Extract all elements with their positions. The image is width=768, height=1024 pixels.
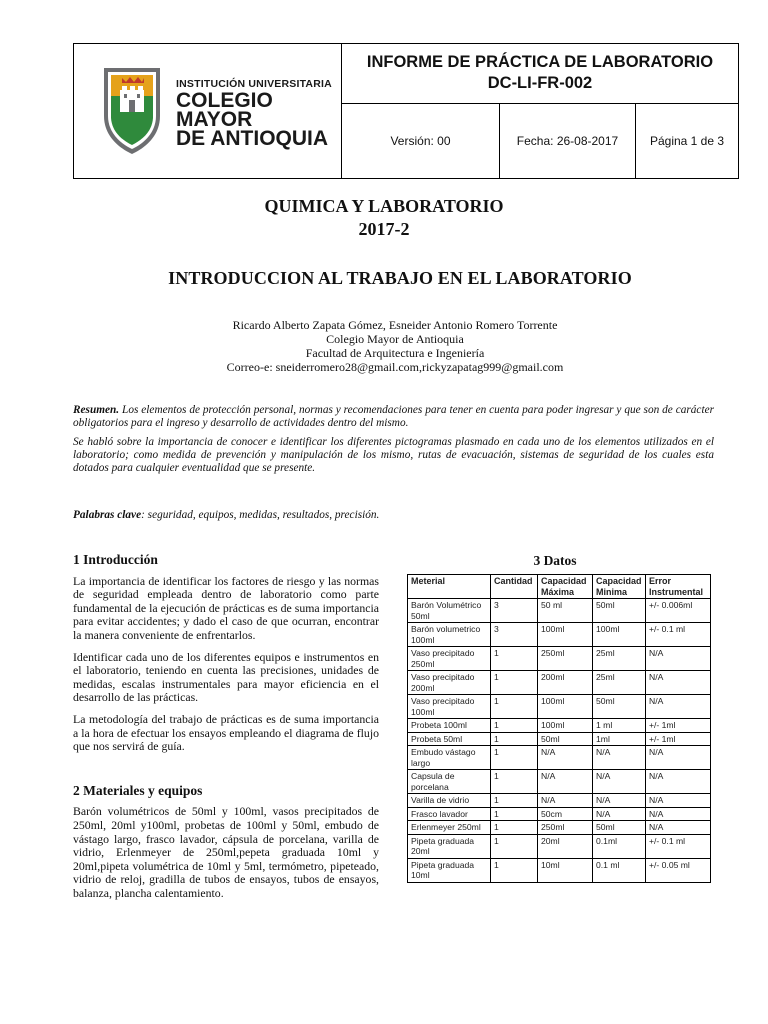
table-cell-instrumental-error: +/- 0.1 ml xyxy=(646,623,711,647)
column-header-quantity: Cantidad xyxy=(491,575,538,599)
table-cell-max-capacity: 50 ml xyxy=(538,599,593,623)
document-title: INTRODUCCION AL TRABAJO EN EL LABORATORIO xyxy=(168,268,632,288)
table-body xyxy=(408,599,711,883)
table-cell-quantity: 1 xyxy=(491,695,538,719)
materials-data-table xyxy=(407,574,711,883)
table-row xyxy=(408,695,711,719)
table-row xyxy=(408,746,711,770)
keywords xyxy=(73,509,379,521)
table-cell-min-capacity: 0.1ml xyxy=(593,834,646,858)
abstract-paragraph-2: Se habló sobre la importancia de conocer e identificar los diferentes pictogramas plasmado en cada uno de los elementos utilizados en el laboratorio; como medida de prevención y manipulación de los mismo, rutas de evacuación, sistemas de seguridad de los cuales esta dotados para cualquier eventualidad que se presente. xyxy=(73,436,714,474)
table-cell-material: Vaso precipitado 250ml xyxy=(408,647,491,671)
author-names: Ricardo Alberto Zapata Gómez, Esneider Antonio Romero Torrente xyxy=(232,318,558,332)
table-row xyxy=(408,770,711,794)
table-cell-min-capacity: N/A xyxy=(593,770,646,794)
table-row xyxy=(408,623,711,647)
table-row xyxy=(408,732,711,746)
table-cell-quantity: 1 xyxy=(491,671,538,695)
table-cell-max-capacity: 100ml xyxy=(538,719,593,733)
table-cell-max-capacity: 250ml xyxy=(538,821,593,835)
table-cell-min-capacity: N/A xyxy=(593,794,646,808)
table-cell-quantity: 1 xyxy=(491,794,538,808)
table-cell-max-capacity: 20ml xyxy=(538,834,593,858)
keywords-label: Palabras clave xyxy=(73,509,142,521)
table-cell-instrumental-error: +/- 0.05 ml xyxy=(646,858,711,882)
authors-block xyxy=(0,318,768,374)
page-number-cell: Página 1 de 3 xyxy=(649,134,725,148)
table-cell-material: Barón volumetrico 100ml xyxy=(408,623,491,647)
table-row xyxy=(408,794,711,808)
table-row xyxy=(408,719,711,733)
institution-logo-text xyxy=(176,78,341,148)
table-cell-max-capacity: 100ml xyxy=(538,623,593,647)
table-row xyxy=(408,647,711,671)
logo-line-3: DE ANTIOQUIA xyxy=(176,127,329,150)
table-cell-material: Frasco lavador xyxy=(408,807,491,821)
data-heading: 3 Datos xyxy=(533,553,577,568)
table-cell-min-capacity: 1 ml xyxy=(593,719,646,733)
table-cell-quantity: 1 xyxy=(491,746,538,770)
table-cell-instrumental-error: N/A xyxy=(646,770,711,794)
table-cell-material: Varilla de vidrio xyxy=(408,794,491,808)
table-cell-quantity: 1 xyxy=(491,770,538,794)
abstract-label: Resumen. xyxy=(73,404,120,416)
keywords-text: : seguridad, equipos, medidas, resultados, precisión. xyxy=(141,509,380,521)
table-cell-quantity: 1 xyxy=(491,821,538,835)
left-column xyxy=(73,553,379,908)
table-cell-min-capacity: N/A xyxy=(593,746,646,770)
table-cell-material: Probeta 50ml xyxy=(408,732,491,746)
table-cell-material: Pipeta graduada 10ml xyxy=(408,858,491,882)
table-cell-instrumental-error: N/A xyxy=(646,695,711,719)
table-cell-material: Erlenmeyer 250ml xyxy=(408,821,491,835)
table-row xyxy=(408,599,711,623)
table-cell-material: Vaso precipitado 100ml xyxy=(408,695,491,719)
table-cell-max-capacity: N/A xyxy=(538,746,593,770)
report-code: DC-LI-FR-002 xyxy=(487,74,593,92)
table-cell-min-capacity: 25ml xyxy=(593,647,646,671)
logo-line-2: COLEGIO MAYOR xyxy=(176,89,273,131)
table-cell-quantity: 1 xyxy=(491,807,538,821)
table-cell-max-capacity: 10ml xyxy=(538,858,593,882)
course-name: QUIMICA Y LABORATORIO xyxy=(264,196,504,216)
table-cell-instrumental-error: N/A xyxy=(646,746,711,770)
materials-heading: 2 Materiales y equipos xyxy=(73,782,203,798)
table-cell-quantity: 1 xyxy=(491,858,538,882)
table-cell-instrumental-error: +/- 1ml xyxy=(646,719,711,733)
table-cell-max-capacity: N/A xyxy=(538,770,593,794)
table-cell-max-capacity: 100ml xyxy=(538,695,593,719)
report-title: INFORME DE PRÁCTICA DE LABORATORIO xyxy=(366,53,714,71)
table-cell-instrumental-error: +/- 1ml xyxy=(646,732,711,746)
materials-paragraph: Barón volumétricos de 50ml y 100ml, vasos precipitados de 250ml, 20ml y100ml, probetas de 100ml y 50ml, embudo de vástago largo, frasco lavador, cápsula de porcelana, varilla de vidrio, Erlenmeyer de 250ml,pepeta graduada 10ml y 20ml,pipeta volumétrica de 10ml y 5ml, termómetro, pipeteado, vidrio de reloj, gradilla de tubos de ensayos, tubos de ensayos, balanza, plancha calentamiento. xyxy=(73,804,379,900)
version-cell: Versión: 00 xyxy=(342,104,500,178)
document-header xyxy=(73,43,739,179)
table-cell-material: Capsula de porcelana xyxy=(408,770,491,794)
author-institution: Colegio Mayor de Antioquia xyxy=(326,332,464,346)
abstract xyxy=(73,404,714,481)
table-cell-quantity: 3 xyxy=(491,599,538,623)
table-cell-instrumental-error: +/- 0.1 ml xyxy=(646,834,711,858)
table-cell-max-capacity: 200ml xyxy=(538,671,593,695)
table-cell-quantity: 1 xyxy=(491,732,538,746)
introduction-paragraph-2: Identificar cada uno de los diferentes equipos e instrumentos en el laboratorio, teniendo en cuenta las precisiones, unidades de medidas, escalas instrumentales para mayor eficiencia en el desarrollo de las prácticas. xyxy=(73,649,379,705)
table-cell-instrumental-error: N/A xyxy=(646,671,711,695)
table-row xyxy=(408,821,711,835)
table-cell-max-capacity: N/A xyxy=(538,794,593,808)
table-cell-max-capacity: 50ml xyxy=(538,732,593,746)
abstract-text-1: Los elementos de protección personal, normas y recomendaciones para tener en cuenta para poder ingresar y que son de carácter obligatorios para el ingreso y desarrollo de actividades dentro del mismo. xyxy=(73,404,714,429)
institution-shield-logo xyxy=(100,66,164,156)
table-cell-instrumental-error: N/A xyxy=(646,794,711,808)
abstract-paragraph-1 xyxy=(73,404,714,430)
table-cell-min-capacity: 1ml xyxy=(593,732,646,746)
table-row xyxy=(408,807,711,821)
table-cell-min-capacity: N/A xyxy=(593,807,646,821)
table-cell-max-capacity: 250ml xyxy=(538,647,593,671)
column-header-max-capacity: Capacidad Máxima xyxy=(538,575,593,599)
table-cell-quantity: 3 xyxy=(491,623,538,647)
table-cell-material: Vaso precipitado 200ml xyxy=(408,671,491,695)
table-cell-min-capacity: 25ml xyxy=(593,671,646,695)
introduction-paragraph-3: La metodología del trabajo de prácticas es de suma importancia a la hora de efectuar los ensayos empleando el diagrama de flujo que nos servirá de guía. xyxy=(73,711,379,754)
table-cell-material: Pipeta graduada 20ml xyxy=(408,834,491,858)
date-cell: Fecha: 26-08-2017 xyxy=(500,104,636,178)
table-cell-material: Embudo vástago largo xyxy=(408,746,491,770)
table-cell-min-capacity: 50ml xyxy=(593,821,646,835)
course-period: 2017-2 xyxy=(358,219,410,239)
introduction-paragraph-1: La importancia de identificar los factores de riesgo y las normas de seguridad empleada dentro de laboratorio como parte fundamental de la ejecución de prácticas es de suma importancia para evitar accidentes; y dado el caso de que ocurran, encontrar la manera conveniente de enfrentarlos. xyxy=(73,573,379,642)
table-row xyxy=(408,858,711,882)
table-header-row xyxy=(408,575,711,599)
table-cell-max-capacity: 50cm xyxy=(538,807,593,821)
logo-line-1: INSTITUCIÓN UNIVERSITARIA xyxy=(176,78,332,90)
table-cell-quantity: 1 xyxy=(491,834,538,858)
table-cell-quantity: 1 xyxy=(491,647,538,671)
table-cell-material: Barón Volumétrico 50ml xyxy=(408,599,491,623)
table-cell-instrumental-error: N/A xyxy=(646,821,711,835)
table-cell-quantity: 1 xyxy=(491,719,538,733)
introduction-heading: 1 Introducción xyxy=(73,552,158,567)
table-cell-material: Probeta 100ml xyxy=(408,719,491,733)
table-cell-min-capacity: 50ml xyxy=(593,599,646,623)
table-cell-instrumental-error: N/A xyxy=(646,807,711,821)
table-row xyxy=(408,671,711,695)
report-title-cell xyxy=(342,44,738,104)
table-cell-instrumental-error: N/A xyxy=(646,647,711,671)
table-cell-min-capacity: 0.1 ml xyxy=(593,858,646,882)
table-row xyxy=(408,834,711,858)
author-email: Correo-e: sneiderromero28@gmail.com,rickyzapatag999@gmail.com xyxy=(226,360,564,374)
column-header-min-capacity: Capacidad Minima xyxy=(593,575,646,599)
author-faculty: Facultad de Arquitectura e Ingeniería xyxy=(305,346,485,360)
table-cell-min-capacity: 100ml xyxy=(593,623,646,647)
table-cell-instrumental-error: +/- 0.006ml xyxy=(646,599,711,623)
table-cell-min-capacity: 50ml xyxy=(593,695,646,719)
column-header-instrumental-error: Error Instrumental xyxy=(646,575,711,599)
column-header-material: Meterial xyxy=(408,575,491,599)
institution-logo-cell xyxy=(74,44,342,178)
